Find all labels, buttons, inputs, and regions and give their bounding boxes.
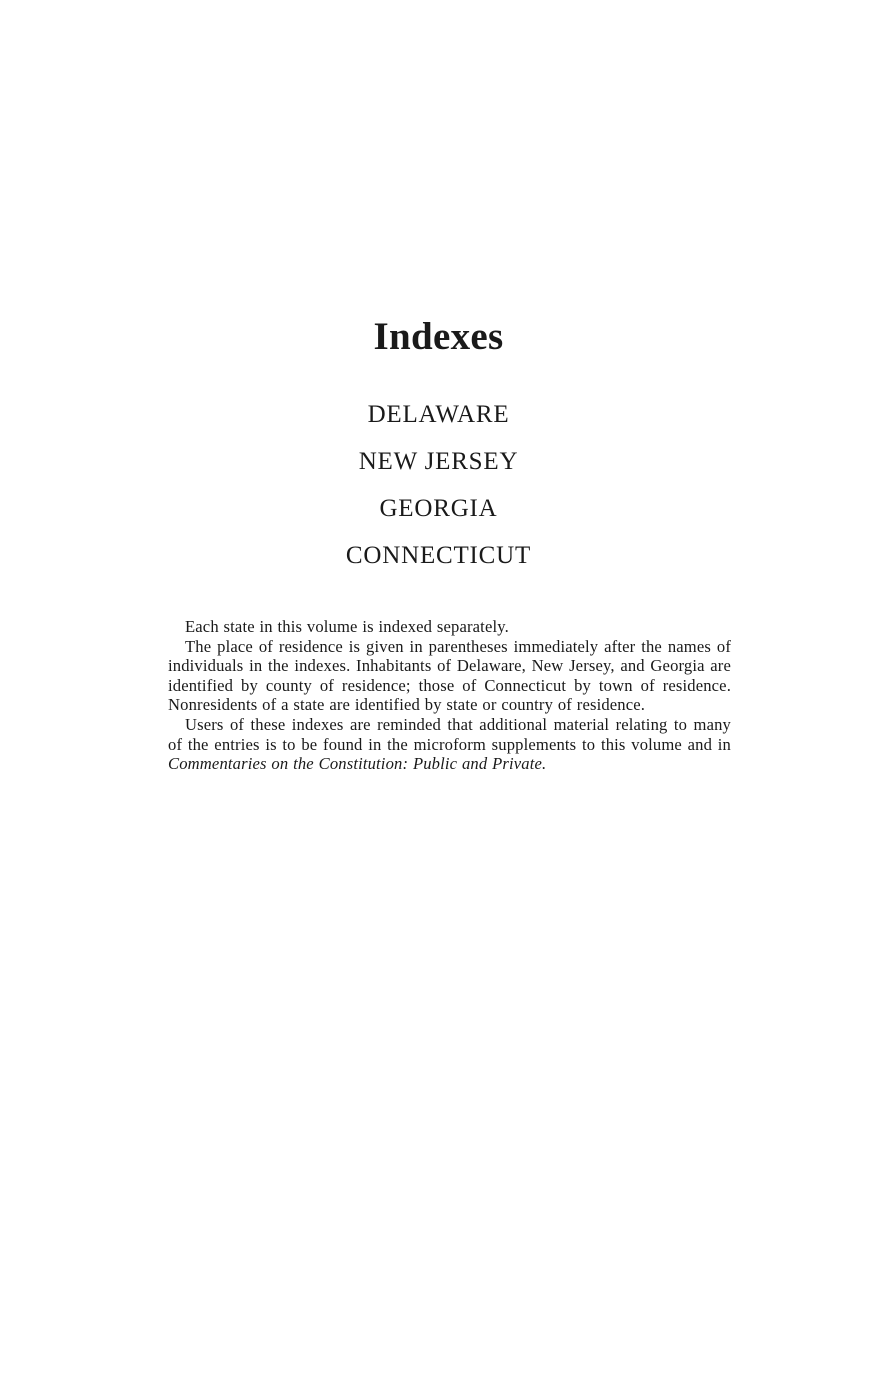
- introductory-note: [168, 617, 731, 774]
- page-title: Indexes: [373, 315, 504, 358]
- state-new-jersey: NEW JERSEY: [358, 448, 519, 475]
- paragraph-users-text: Users of these indexes are reminded that additional material relating to many of the entries is to be found in the microform supplements to this volume and in: [168, 714, 731, 754]
- state-list: [0, 398, 877, 586]
- paragraph-residence: The place of residence is given in parentheses immediately after the names of individuals in the indexes. Inhabitants of Delaware, New Jersey, and Georgia are identified by county of residence; those of Connecticut by town of residence. Nonresidents of a state are identified by state or country of residence.: [168, 636, 731, 715]
- paragraph-users: [168, 715, 731, 774]
- paragraph-users-end: .: [541, 754, 547, 774]
- state-delaware: DELAWARE: [367, 401, 510, 428]
- paragraph-indexing: Each state in this volume is indexed separately.: [185, 617, 509, 636]
- commentaries-title: Commentaries on the Constitution: Public and Private: [168, 754, 542, 774]
- state-georgia: GEORGIA: [379, 495, 498, 522]
- state-connecticut: CONNECTICUT: [345, 542, 532, 569]
